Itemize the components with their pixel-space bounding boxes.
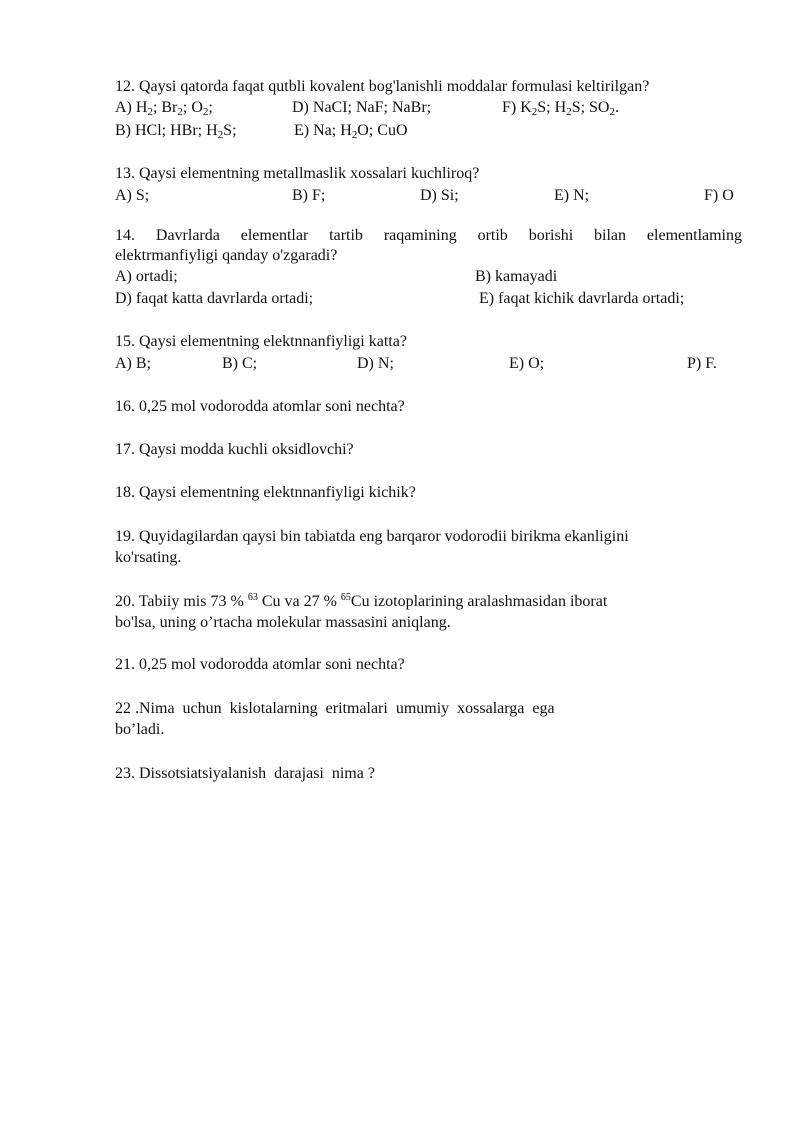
question-13-option: D) Si; — [420, 187, 459, 204]
question-17-text: 17. Qaysi modda kuchli oksidlovchi? — [115, 441, 354, 458]
question-20-text-line1: 20. Tabiiy mis 73 % $^{63}$ Cu va 27 % $^{65}$Cu izotoplarining aralashmasidan iborat — [115, 592, 608, 610]
question-19-text-line2: ko'rsating. — [115, 549, 182, 566]
question-14-text-line1: 14. Davrlarda elementlar tartib raqamining ortib borishi bilan elementlaming — [115, 227, 742, 244]
question-22-text-line1: 22 .Nima uchun kislotalarning eritmalari umumiy xossalarga ega — [115, 700, 555, 717]
question-15-option: E) O; — [509, 355, 545, 372]
question-15-option: P) F. — [687, 355, 717, 372]
question-14-option-a: A) ortadi; — [115, 268, 178, 285]
question-16-text: 16. 0,25 mol vodorodda atomlar soni nechta? — [115, 398, 405, 415]
question-12-option-f: F) $K_2S$; $H_2S$; $SO_2$. — [502, 99, 619, 118]
question-12-option-d: D) NaCI; NaF; NaBr; — [292, 99, 432, 116]
question-19-text-line1: 19. Quyidagilardan qaysi bin tabiatda eng barqaror vodorodii birikma ekanligini — [115, 528, 629, 545]
question-13-option: E) N; — [554, 187, 590, 204]
question-15-option: B) C; — [222, 355, 258, 372]
question-14-option-d: D) faqat katta davrlarda ortadi; — [115, 290, 314, 307]
question-13-text: 13. Qaysi elementning metallmaslik xossalari kuchliroq? — [115, 165, 480, 182]
question-13-option: F) O — [704, 187, 734, 204]
question-23-text: 23. Dissotsiatsiyalanish darajasi nima ? — [115, 765, 375, 782]
question-22-text-line2: bo’ladi. — [115, 721, 165, 738]
question-13-option: B) F; — [292, 187, 326, 204]
question-12-option-e: E) Na; $H_2O$; CuO — [294, 122, 408, 141]
question-20-text-line2: bo'lsa, uning o’rtacha molekular massasini aniqlang. — [115, 614, 451, 631]
question-18-text: 18. Qaysi elementning elektnnanfiyligi kichik? — [115, 484, 416, 501]
question-15-option: A) B; — [115, 355, 151, 372]
question-12-option-a: A) $H_2$; $Br_2$; $O_2$; — [115, 99, 213, 118]
question-12-option-b: B) HCl; HBr; $H_2S$; — [115, 122, 237, 141]
question-15-text: 15. Qaysi elementning elektnnanfiyligi katta? — [115, 333, 407, 350]
question-13-option: A) S; — [115, 187, 150, 204]
question-14-option-e: E) faqat kichik davrlarda ortadi; — [479, 290, 685, 307]
question-21-text: 21. 0,25 mol vodorodda atomlar soni nechta? — [115, 656, 405, 673]
question-15-option: D) N; — [357, 355, 394, 372]
question-14-text-line2: elektrmanfiyligi qanday o'zgaradi? — [115, 247, 338, 264]
question-12-text: 12. Qaysi qatorda faqat qutbli kovalent bog'lanishli moddalar formulasi keltirilgan? — [115, 78, 650, 95]
question-14-option-b: B) kamayadi — [475, 268, 558, 285]
